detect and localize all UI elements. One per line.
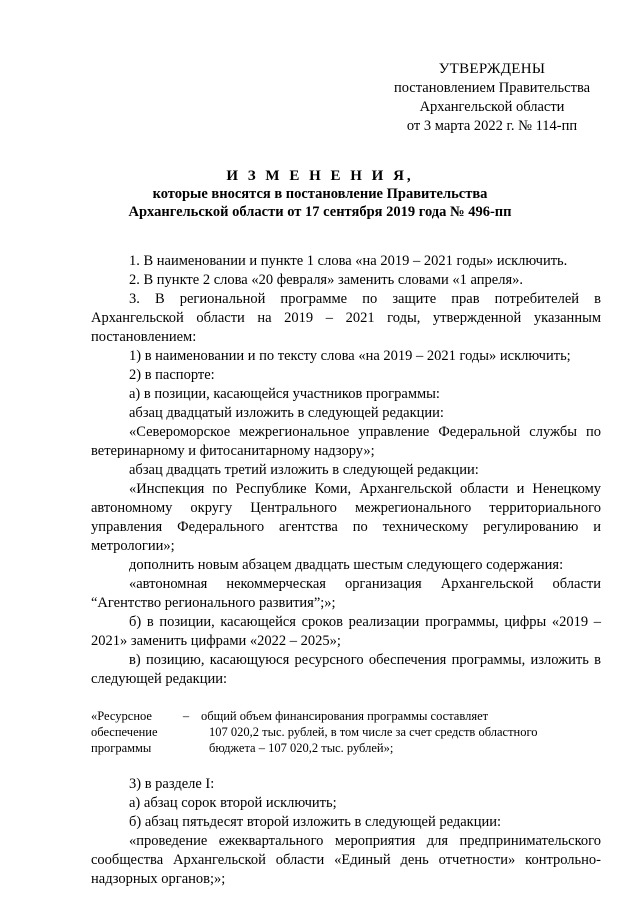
heading-title: И З М Е Н Е Н И Я, [226, 168, 414, 184]
approval-title: УТВЕРЖДЕНЫ [438, 61, 546, 77]
paragraph: «Инспекция по Республике Коми, Архангельской области и Ненецкому автономному округу Центрального межрегионального территориального управления Федерального агентства по техническому регулированию и метрологии»; [91, 481, 601, 554]
paragraph: 1) в наименовании и по тексту слова «на 2019 – 2021 годы» исключить; [129, 348, 571, 364]
value-line: общий объем финансирования программы составляет [201, 709, 489, 723]
paragraph: абзац двадцатый изложить в следующей редакции: [129, 405, 444, 421]
resource-table-value [201, 708, 601, 756]
value-line: 107 020,2 тыс. рублей, в том числе за счет средств областного [209, 725, 538, 739]
approval-line-1: постановлением Правительства [393, 80, 591, 96]
document-body [91, 252, 601, 889]
paragraph: а) в позиции, касающейся участников программы: [129, 386, 440, 402]
paragraph: дополнить новым абзацем двадцать шестым следующего содержания: [129, 557, 564, 573]
paragraph: б) абзац пятьдесят второй изложить в следующей редакции: [129, 814, 502, 830]
document-heading [60, 167, 580, 221]
resource-table-row [91, 708, 601, 756]
paragraph: 3. В региональной программе по защите прав потребителей в Архангельской области на 2019 – 2021 годы, утвержденной указанным постановлением: [91, 291, 601, 345]
resource-table [91, 708, 601, 756]
paragraph: абзац двадцать третий изложить в следующей редакции: [129, 462, 479, 478]
resource-table-dash: – [182, 709, 190, 723]
approval-block [384, 60, 600, 136]
paragraph: «Североморское межрегиональное управление Федеральной службы по ветеринарному и фитосанитарному надзору»; [91, 424, 601, 459]
label-line: «Ресурсное [91, 709, 152, 723]
paragraph: 2. В пункте 2 слова «20 февраля» заменить словами «1 апреля». [129, 272, 524, 288]
heading-line-1: которые вносятся в постановление Правительства [152, 186, 488, 202]
value-line: бюджета – 107 020,2 тыс. рублей»; [209, 741, 394, 755]
paragraph: «автономная некоммерческая организация Архангельской области “Агентство регионального развития”;»; [91, 576, 601, 611]
label-line: обеспечение [91, 725, 158, 739]
paragraph: 3) в разделе I: [129, 776, 215, 792]
approval-line-2: Архангельской области [419, 99, 565, 115]
paragraph: 2) в паспорте: [129, 367, 215, 383]
paragraph: в) позицию, касающуюся ресурсного обеспечения программы, изложить в следующей редакции: [91, 652, 601, 687]
approval-line-3: от 3 марта 2022 г. № 114-пп [406, 118, 578, 134]
resource-table-label [91, 708, 171, 756]
paragraph: б) в позиции, касающейся сроков реализации программы, цифры «2019 – 2021» заменить цифрами «2022 – 2025»; [91, 614, 601, 649]
label-line: программы [91, 741, 152, 755]
paragraph: «проведение ежеквартального мероприятия для предпринимательского сообщества Архангельской области «Единый день отчетности» контрольно-надзорных органов;»; [91, 833, 601, 887]
heading-line-2: Архангельской области от 17 сентября 2019 года № 496-пп [128, 204, 512, 220]
paragraph: 1. В наименовании и пункте 1 слова «на 2019 – 2021 годы» исключить. [129, 253, 568, 269]
paragraph: а) абзац сорок второй исключить; [129, 795, 337, 811]
